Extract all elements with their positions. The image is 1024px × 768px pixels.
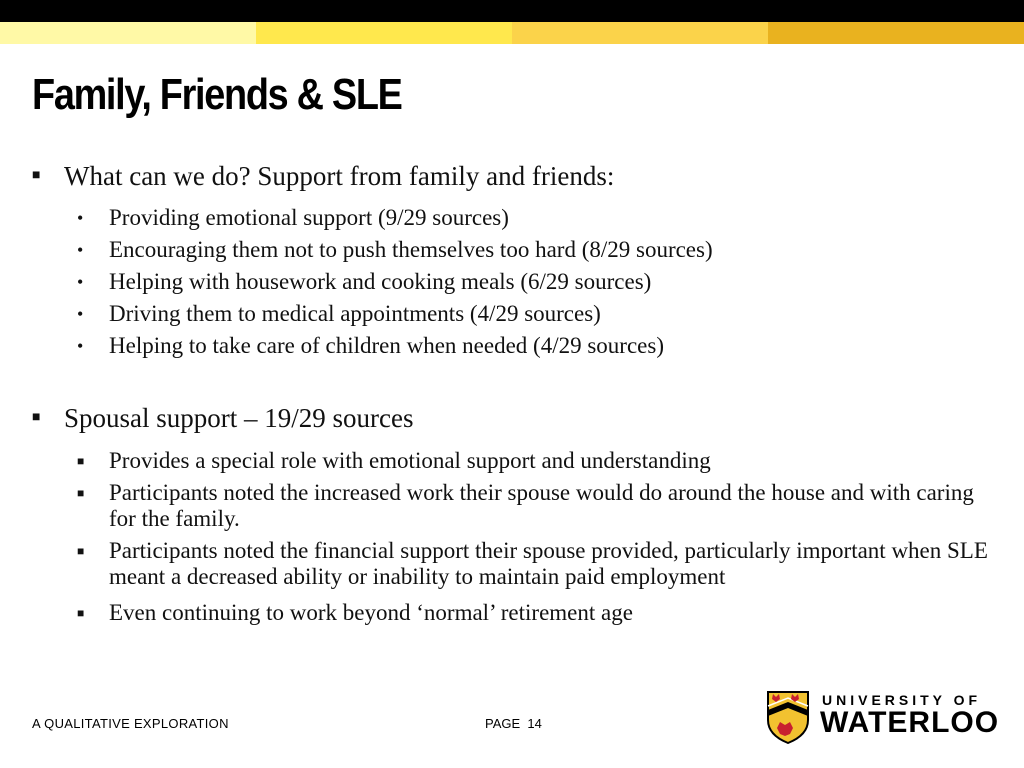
list-item [77,448,999,474]
list-item-text: Participants noted the increased work their spouse would do around the house and with caring for the family. [109,480,974,531]
round-bullet-icon: • [77,272,84,292]
university-shield-icon [766,690,810,744]
color-band-segment [512,22,768,44]
bullet-heading-text: Spousal support – 19/29 sources [64,403,414,433]
university-logo [766,690,1000,746]
page-number-value: 14 [527,716,542,731]
bullet-heading-family [32,161,615,191]
square-bullet-icon: ■ [77,544,85,558]
bullet-heading-spousal [32,403,414,433]
round-bullet-icon: • [77,240,84,260]
square-bullet-icon: ■ [77,606,85,620]
square-bullet-icon: ■ [32,410,41,425]
square-bullet-icon: ■ [77,486,85,500]
list-item [77,205,999,231]
family-support-list [77,205,999,365]
round-bullet-icon: • [77,336,84,356]
bullet-heading-text: What can we do? Support from family and friends: [64,161,615,191]
color-band-segment [768,22,1024,44]
list-item [77,538,999,590]
color-band-segment [256,22,512,44]
list-item [77,333,999,359]
footer-title: A QUALITATIVE EXPLORATION [32,716,229,731]
list-item-text: Encouraging them not to push themselves too hard (8/29 sources) [109,237,713,262]
top-black-bar [0,0,1024,22]
list-item [77,480,999,532]
list-item [77,237,999,263]
list-item [77,600,999,626]
page-label: PAGE [485,716,521,731]
list-item [77,269,999,295]
slide-title: Family, Friends & SLE [32,70,402,119]
list-item-text: Helping with housework and cooking meals (6/29 sources) [109,269,652,294]
round-bullet-icon: • [77,208,84,228]
color-band [0,22,1024,44]
logo-text-top: UNIVERSITY OF [822,692,982,708]
color-band-segment [0,22,256,44]
square-bullet-icon: ■ [32,168,41,183]
list-item [77,301,999,327]
square-bullet-icon: ■ [77,454,85,468]
logo-text-main: WATERLOO [820,706,1000,739]
spousal-support-list [77,448,999,632]
list-item-text: Participants noted the financial support their spouse provided, particularly important when SLE meant a decreased ability or inability to maintain paid employment [109,538,988,589]
list-item-text: Driving them to medical appointments (4/29 sources) [109,301,601,326]
round-bullet-icon: • [77,304,84,324]
list-item-text: Providing emotional support (9/29 sources) [109,205,509,230]
list-item-text: Provides a special role with emotional support and understanding [109,448,711,473]
page-number [485,716,542,731]
list-item-text: Even continuing to work beyond ‘normal’ retirement age [109,600,633,625]
list-item-text: Helping to take care of children when needed (4/29 sources) [109,333,664,358]
